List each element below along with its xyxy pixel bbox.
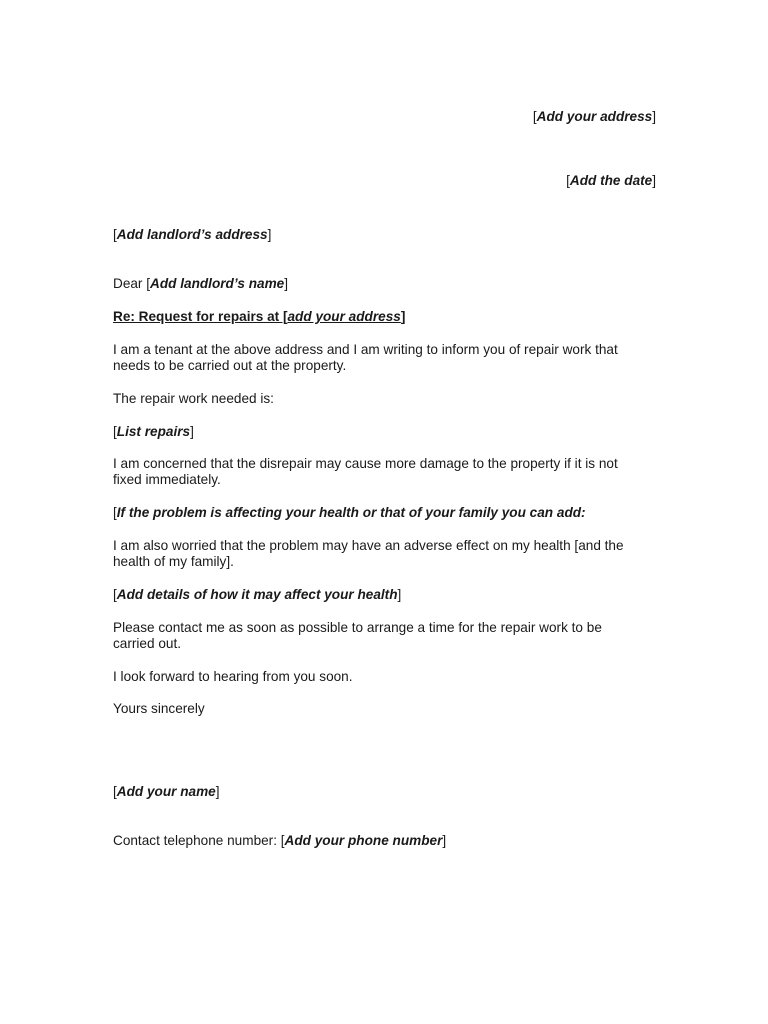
- landlord-name-placeholder: Add landlord’s name: [150, 276, 285, 291]
- health-note-text: If the problem is affecting your health or that of your family you can add:: [116, 505, 586, 520]
- look-forward-text: I look forward to hearing from you soon.: [113, 669, 353, 684]
- health-line-1: I am also worried that the problem may have an adverse effect on my health [and the: [113, 538, 624, 553]
- phone-placeholder: Add your phone number: [284, 833, 443, 848]
- list-repairs-placeholder: List repairs: [116, 424, 191, 439]
- subject-line: Re: Request for repairs at [add your address]: [113, 309, 406, 324]
- letter-date: [Add the date]: [566, 173, 656, 188]
- health-note: [If the problem is affecting your health or that of your family you can add:: [113, 505, 586, 520]
- date-placeholder: Add the date: [569, 173, 653, 188]
- salutation: Dear [Add landlord’s name]: [113, 276, 289, 291]
- concern-line-2: fixed immediately.: [113, 472, 221, 487]
- repair-needed-text: The repair work needed is:: [113, 391, 274, 406]
- landlord-address: [Add landlord’s address]: [113, 227, 272, 242]
- sender-address-placeholder: Add your address: [536, 109, 653, 124]
- health-details: [Add details of how it may affect your health]: [113, 587, 402, 602]
- list-repairs: [List repairs]: [113, 424, 194, 439]
- contact-line-1: Please contact me as soon as possible to arrange a time for the repair work to be: [113, 620, 602, 635]
- health-line-2: health of my family].: [113, 554, 234, 569]
- your-name-placeholder: Add your name: [116, 784, 216, 799]
- your-name: [Add your name]: [113, 784, 220, 799]
- sender-address: [Add your address]: [532, 109, 656, 124]
- landlord-address-placeholder: Add landlord’s address: [116, 227, 268, 242]
- contact-line-2: carried out.: [113, 636, 182, 651]
- concern-line-1: I am concerned that the disrepair may cause more damage to the property if it is not: [113, 456, 618, 471]
- contact-phone: Contact telephone number: [Add your phone number]: [113, 833, 447, 848]
- health-details-placeholder: Add details of how it may affect your health: [116, 587, 398, 602]
- intro-line-2: needs to be carried out at the property.: [113, 358, 347, 373]
- intro-line-1: I am a tenant at the above address and I am writing to inform you of repair work that: [113, 342, 618, 357]
- sign-off: Yours sincerely: [113, 701, 205, 716]
- subject-address-placeholder: add your address: [287, 309, 401, 324]
